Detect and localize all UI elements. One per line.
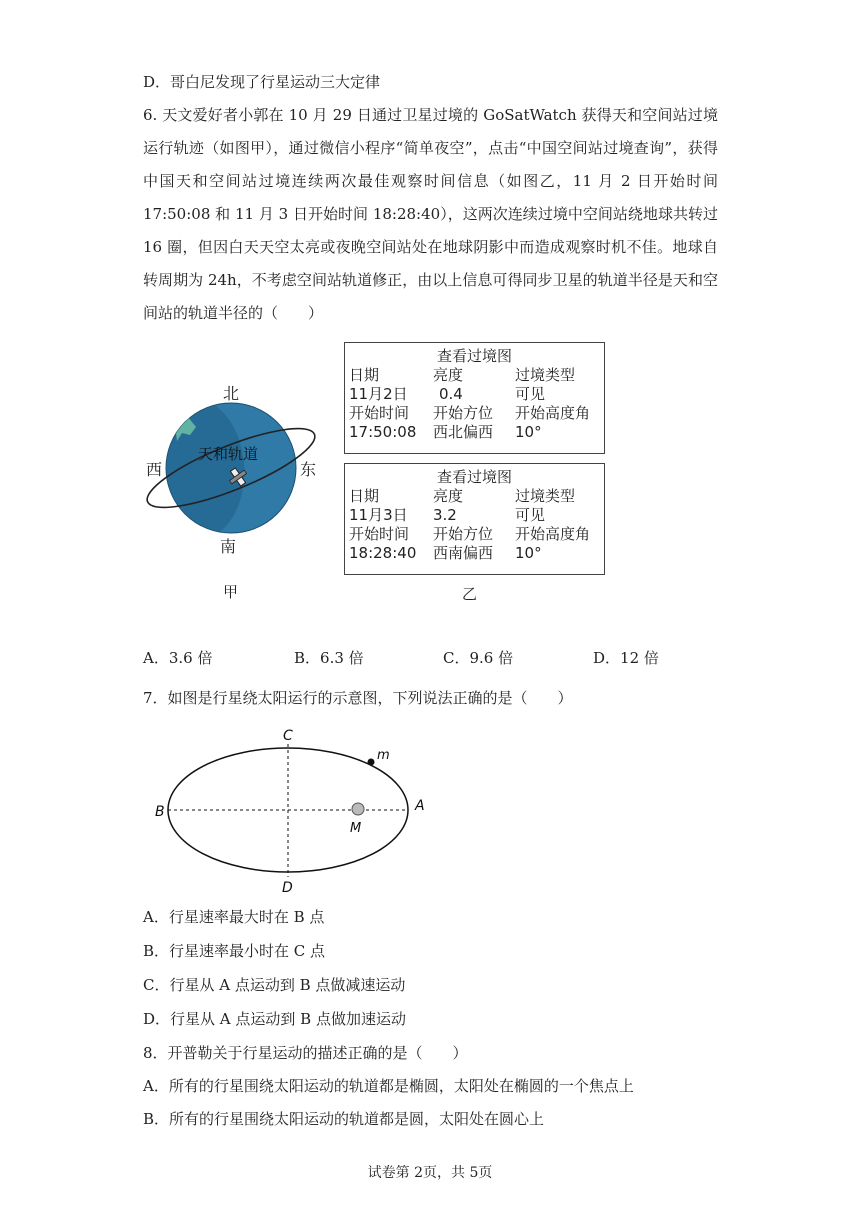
- cell: 开始方位: [433, 404, 494, 422]
- cell: 17:50:08: [349, 423, 417, 441]
- cell: 开始高度角: [515, 525, 591, 543]
- planet-m: [368, 759, 375, 766]
- point-label-a: A: [415, 798, 425, 814]
- cell: 亮度: [433, 487, 464, 505]
- cell: 开始方位: [433, 525, 494, 543]
- cell: 西北偏西: [433, 423, 494, 441]
- q7-option-a[interactable]: A．行星速率最大时在 B 点: [143, 908, 325, 926]
- point-label-d: D: [282, 880, 293, 896]
- direction-east: 东: [300, 460, 317, 479]
- point-label-b: B: [155, 804, 165, 820]
- point-label-c: C: [283, 728, 293, 744]
- q8-stem: 8．开普勒关于行星运动的描述正确的是（ ）: [143, 1044, 468, 1062]
- cell: 开始高度角: [515, 404, 591, 422]
- direction-west: 西: [146, 460, 163, 479]
- pass-info-box-2: [344, 463, 605, 575]
- cell: 18:28:40: [349, 544, 417, 562]
- cell: 过境类型: [515, 366, 576, 384]
- cell: 11月3日: [349, 506, 408, 524]
- q7-option-d[interactable]: D．行星从 A 点运动到 B 点做加速运动: [143, 1010, 406, 1028]
- direction-north: 北: [223, 384, 240, 403]
- box-title: 查看过境图: [436, 347, 512, 365]
- q6-option-c[interactable]: C．9.6 倍: [443, 649, 514, 667]
- point-label-m: m: [377, 748, 390, 763]
- q6-option-d[interactable]: D．12 倍: [593, 649, 659, 667]
- direction-south: 南: [220, 537, 237, 556]
- q7-option-c[interactable]: C．行星从 A 点运动到 B 点做减速运动: [143, 976, 406, 994]
- cell: 0.4: [439, 385, 463, 403]
- q8-option-a[interactable]: A．所有的行星围绕太阳运动的轨道都是椭圆，太阳处在椭圆的一个焦点上: [143, 1077, 634, 1095]
- cell: 11月2日: [349, 385, 408, 403]
- page-footer: 试卷第 2页，共 5页: [367, 1165, 493, 1181]
- cell: 3.2: [433, 506, 457, 524]
- sun-M: [352, 803, 364, 815]
- cell: 日期: [349, 366, 380, 384]
- q7-option-b[interactable]: B．行星速率最小时在 C 点: [143, 942, 326, 960]
- cell: 过境类型: [515, 487, 576, 505]
- q5-option-d: D．哥白尼发现了行星运动三大定律: [143, 73, 381, 91]
- q8-option-b[interactable]: B．所有的行星围绕太阳运动的轨道都是圆，太阳处在圆心上: [143, 1110, 545, 1128]
- box-title: 查看过境图: [436, 468, 512, 486]
- figure-jia-caption: 甲: [223, 583, 239, 601]
- figure-planet-orbit: [150, 722, 440, 897]
- cell: 日期: [349, 487, 380, 505]
- cell: 10°: [515, 423, 542, 441]
- q6-option-a[interactable]: A．3.6 倍: [143, 649, 213, 667]
- cell: 10°: [515, 544, 542, 562]
- cell: 可见: [515, 385, 546, 403]
- figure-jia: [130, 375, 330, 605]
- point-label-big-m: M: [350, 821, 362, 836]
- cell: 亮度: [433, 366, 464, 384]
- pass-info-box-1: [344, 342, 605, 454]
- q6-stem: 6. 天文爱好者小郭在 10 月 29 日通过卫星过境的 GoSatWatch 获得天和空间站过境运行轨迹（如图甲），通过微信小程序“简单夜空”，点击“中国空间站过境查询”，获得中国天和空间站过境连续两次最佳观察时间信息（如图乙，11 月 2 日开始时间 17:50:08 和 11 月 3 日开始时间 18:28:40），这两次连续过境中空间站绕地球共转过 16 圈，但因白天天空太亮或夜晚空间站处在地球阴影中而造成观察时机不佳。地球自转周期为 24h，不考虑空间站轨道修正，由以上信息可得同步卫星的轨道半径是天和空间站的轨道半径的（ ）: [143, 106, 718, 322]
- orbit-label: 天和轨道: [198, 445, 259, 463]
- figure-yi-caption: 乙: [462, 585, 478, 603]
- q6-option-b[interactable]: B．6.3 倍: [294, 649, 364, 667]
- q7-stem: 7．如图是行星绕太阳运行的示意图，下列说法正确的是（ ）: [143, 689, 573, 707]
- cell: 西南偏西: [433, 544, 494, 562]
- cell: 开始时间: [349, 525, 410, 543]
- cell: 可见: [515, 506, 546, 524]
- cell: 开始时间: [349, 404, 410, 422]
